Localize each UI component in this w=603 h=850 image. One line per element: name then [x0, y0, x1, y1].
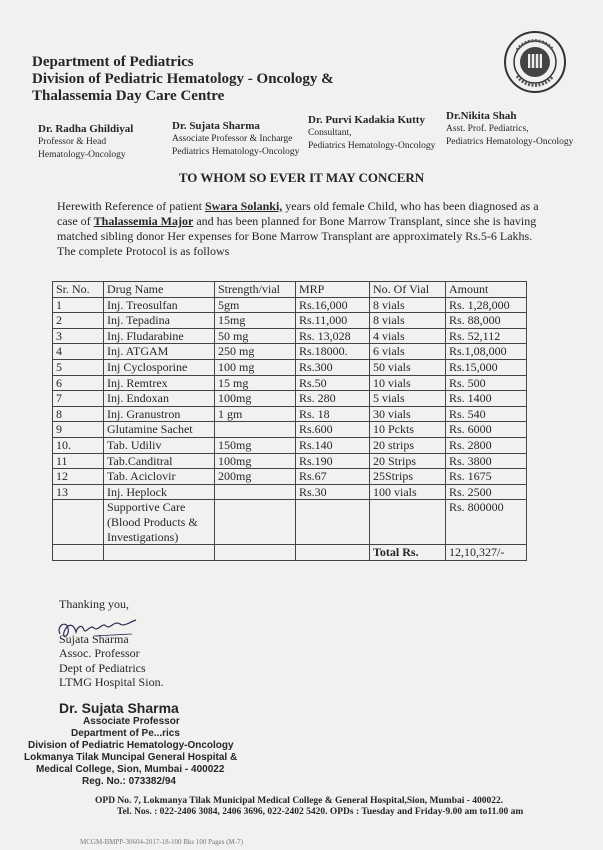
to-whom-heading: TO WHOM SO EVER IT MAY CONCERN [178, 170, 425, 185]
header-department: Department of Pediatrics [32, 54, 194, 70]
table-row [53, 422, 527, 438]
sr-no-cell: 11 [53, 453, 104, 469]
table-row [53, 297, 527, 313]
footer-phones: Tel. Nos. : 022-2406 3084, 2406 3696, 022-2402 5420. OPDs : Tuesday and Friday-9.00 am to11.00 am [117, 807, 524, 817]
vials-cell: 100 vials [370, 484, 446, 500]
vials-cell: 30 vials [370, 406, 446, 422]
sr-no-cell: 6 [53, 375, 104, 391]
sr-no-cell: 13 [53, 484, 104, 500]
vials-cell: 25Strips [370, 469, 446, 485]
table-row [53, 469, 527, 485]
strength-cell: 15mg [215, 313, 296, 329]
stamp-college: Medical College, Sion, Mumbai - 400022 [36, 764, 225, 775]
vials-cell: 5 vials [370, 391, 446, 407]
drug-name-cell: Inj. ATGAM [104, 344, 215, 360]
column-header: MRP [296, 282, 370, 298]
table-row [53, 484, 527, 500]
handwritten-signature [54, 612, 144, 642]
signoff-block [59, 597, 164, 690]
table-row [53, 328, 527, 344]
stamp-division: Division of Pediatric Hematology-Oncology [28, 740, 234, 751]
vials-cell: 50 vials [370, 359, 446, 375]
mrp-cell: Rs.16,000 [296, 297, 370, 313]
strength-cell: 5gm [215, 297, 296, 313]
drug-name-cell: Inj Cyclosporine [104, 359, 215, 375]
mrp-cell: Rs.190 [296, 453, 370, 469]
table-row [53, 437, 527, 453]
strength-cell: 1 gm [215, 406, 296, 422]
strength-cell: 100 mg [215, 359, 296, 375]
drug-name-cell: Inj. Fludarabine [104, 328, 215, 344]
mrp-cell: Rs.11,000 [296, 313, 370, 329]
table-total-row [53, 545, 527, 561]
column-header: Sr. No. [53, 282, 104, 298]
protocol-table-body [53, 282, 527, 561]
mrp-cell: Rs.18000. [296, 344, 370, 360]
doctor-title: Associate Professor & Incharge [172, 134, 293, 144]
doctor-title: Professor & Head [38, 137, 107, 147]
sr-no-cell [53, 545, 104, 561]
vials-cell: 20 strips [370, 437, 446, 453]
amount-cell: Rs. 500 [446, 375, 527, 391]
para-text-b: years old female Child, who has been diagnosed as a case of [57, 199, 539, 228]
vials-cell: 10 vials [370, 375, 446, 391]
vials-cell: 8 vials [370, 313, 446, 329]
doctor-name: Dr. Purvi Kadakia Kutty [308, 114, 425, 126]
amount-cell: Rs. 6000 [446, 422, 527, 438]
vials-cell: 10 Pckts [370, 422, 446, 438]
drug-name-cell: Inj. Tepadina [104, 313, 215, 329]
drug-name-cell: Tab. Udiliv [104, 437, 215, 453]
stamp-hospital: Lokmanya Tilak Muncipal General Hospital & [24, 752, 238, 763]
sr-no-cell: 5 [53, 359, 104, 375]
signoff-hospital: LTMG Hospital Sion. [59, 675, 164, 689]
table-row [53, 313, 527, 329]
doctor-purvi-kadakia-kutty [308, 114, 435, 153]
amount-cell: Rs. 1675 [446, 469, 527, 485]
strength-cell [215, 500, 296, 545]
doctor-stamp [24, 700, 237, 788]
strength-cell [215, 422, 296, 438]
drug-name-cell: Tab.Canditral [104, 453, 215, 469]
mrp-cell: Rs.300 [296, 359, 370, 375]
protocol-table [52, 281, 527, 561]
doctor-dept: Pediatrics Hematology-Oncology [308, 141, 436, 151]
vials-cell [370, 500, 446, 545]
amount-cell: Rs.1,08,000 [446, 344, 527, 360]
stamp-department: Department of Pe...rics [71, 728, 180, 739]
column-header: No. Of Vial [370, 282, 446, 298]
amount-cell: Rs. 800000 [446, 500, 527, 545]
amount-cell: Rs. 540 [446, 406, 527, 422]
doctor-title: Asst. Prof. Pediatrics, [446, 124, 529, 134]
reference-paragraph [57, 199, 553, 259]
drug-name-cell: Tab. Aciclovir [104, 469, 215, 485]
drug-name-cell: Inj. Endoxan [104, 391, 215, 407]
total-value: 12,10,327/- [446, 545, 527, 561]
table-row-supportive-care [53, 500, 527, 545]
drug-name-cell [104, 545, 215, 561]
table-row [53, 344, 527, 360]
vials-cell: 8 vials [370, 297, 446, 313]
amount-cell: Rs. 3800 [446, 453, 527, 469]
sr-no-cell: 12 [53, 469, 104, 485]
amount-cell: Rs. 1400 [446, 391, 527, 407]
mrp-cell: Rs.67 [296, 469, 370, 485]
strength-cell [215, 545, 296, 561]
mrp-cell: Rs. 13,028 [296, 328, 370, 344]
signoff-name: Sujata Sharma [59, 631, 129, 646]
drug-name-cell: Inj. Heplock [104, 484, 215, 500]
strength-cell: 150mg [215, 437, 296, 453]
drug-name-cell: Glutamine Sachet [104, 422, 215, 438]
mrp-cell: Rs.50 [296, 375, 370, 391]
footer-address: OPD No. 7, Lokmanya Tilak Municipal Medical College & General Hospital,Sion, Mumbai - 400022. [95, 796, 504, 806]
strength-cell: 100mg [215, 453, 296, 469]
vials-cell: 20 Strips [370, 453, 446, 469]
mrp-cell: Rs.30 [296, 484, 370, 500]
table-header-row [53, 282, 527, 298]
header-centre: Thalassemia Day Care Centre [32, 88, 225, 104]
doctor-dept: Hematology-Oncology [38, 150, 126, 160]
sr-no-cell: 4 [53, 344, 104, 360]
amount-cell: Rs. 88,000 [446, 313, 527, 329]
signoff-role: Assoc. Professor [59, 646, 140, 660]
doctor-name: Dr. Radha Ghildiyal [38, 123, 134, 135]
letterhead-title [32, 54, 334, 105]
vials-cell: 6 vials [370, 344, 446, 360]
table-row [53, 406, 527, 422]
strength-cell [215, 484, 296, 500]
doctor-name: Dr.Nikita Shah [446, 110, 517, 122]
letterhead-footer [95, 796, 523, 818]
drug-name-cell: Inj. Granustron [104, 406, 215, 422]
mrp-cell [296, 500, 370, 545]
table-row [53, 359, 527, 375]
drug-name-cell [104, 500, 215, 545]
supportive-care-line: Supportive Care [107, 500, 186, 515]
doctor-nikita-shah [446, 110, 573, 149]
mrp-cell [296, 545, 370, 561]
amount-cell: Rs. 2500 [446, 484, 527, 500]
para-text-a: Herewith Reference of patient [57, 199, 205, 213]
patient-name: Swara Solanki, [204, 199, 283, 213]
sr-no-cell [53, 500, 104, 545]
amount-cell: Rs. 2800 [446, 437, 527, 453]
header-division: Division of Pediatric Hematology - Oncology & [32, 71, 334, 87]
doctor-title: Consultant, [308, 128, 352, 138]
table-row [53, 375, 527, 391]
drug-name-cell: Inj. Treosulfan [104, 297, 215, 313]
strength-cell: 15 mg [215, 375, 296, 391]
stamp-role: Associate Professor [83, 716, 180, 727]
column-header: Amount [446, 282, 527, 298]
strength-cell: 50 mg [215, 328, 296, 344]
doctor-dept: Pediatrics Hematology-Oncology [172, 147, 300, 157]
strength-cell: 100mg [215, 391, 296, 407]
diagnosis: Thalassemia Major [93, 214, 194, 228]
column-header: Strength/vial [215, 282, 296, 298]
stamp-reg-no: Reg. No.: 073382/94 [82, 776, 176, 787]
strength-cell: 250 mg [215, 344, 296, 360]
mrp-cell: Rs. 280 [296, 391, 370, 407]
sr-no-cell: 9 [53, 422, 104, 438]
sr-no-cell: 7 [53, 391, 104, 407]
para-text-c: and has been planned for Bone Marrow Transplant, since she is having matched sibling donor Her expenses for Bone Marrow Transplant are approximately Rs.5-6 Lakhs. The complete Protocol is as follows [57, 214, 537, 258]
thanking-text: Thanking you, [59, 597, 129, 611]
doctor-dept: Pediatrics Hematology-Oncology [446, 137, 574, 147]
total-label: Total Rs. [370, 545, 446, 561]
mrp-cell: Rs. 18 [296, 406, 370, 422]
supportive-care-line: (Blood Products & [107, 514, 198, 529]
doctor-radha-ghildiyal [38, 123, 133, 162]
stamp-name: Dr. Sujata Sharma [59, 700, 179, 716]
mrp-cell: Rs.140 [296, 437, 370, 453]
mrp-cell: Rs.600 [296, 422, 370, 438]
amount-cell: Rs. 52,112 [446, 328, 527, 344]
sr-no-cell: 2 [53, 313, 104, 329]
table-row [53, 391, 527, 407]
signoff-dept: Dept of Pediatrics [59, 660, 146, 675]
amount-cell: Rs. 1,28,000 [446, 297, 527, 313]
sr-no-cell: 8 [53, 406, 104, 422]
strength-cell: 200mg [215, 469, 296, 485]
sr-no-cell: 1 [53, 297, 104, 313]
doctor-sujata-sharma [172, 120, 299, 159]
table-row [53, 453, 527, 469]
amount-cell: Rs.15,000 [446, 359, 527, 375]
doctor-name: Dr. Sujata Sharma [172, 120, 260, 132]
drug-name-cell: Inj. Remtrex [104, 375, 215, 391]
column-header: Drug Name [104, 282, 215, 298]
supportive-care-line: Investigations) [107, 529, 179, 544]
vials-cell: 4 vials [370, 328, 446, 344]
hospital-seal-logo [503, 30, 567, 94]
print-code: MCGM-BMPP-30604-2017-18-100 Bks 100 Pages (M-7) [80, 838, 243, 846]
sr-no-cell: 3 [53, 328, 104, 344]
sr-no-cell: 10. [53, 437, 104, 453]
